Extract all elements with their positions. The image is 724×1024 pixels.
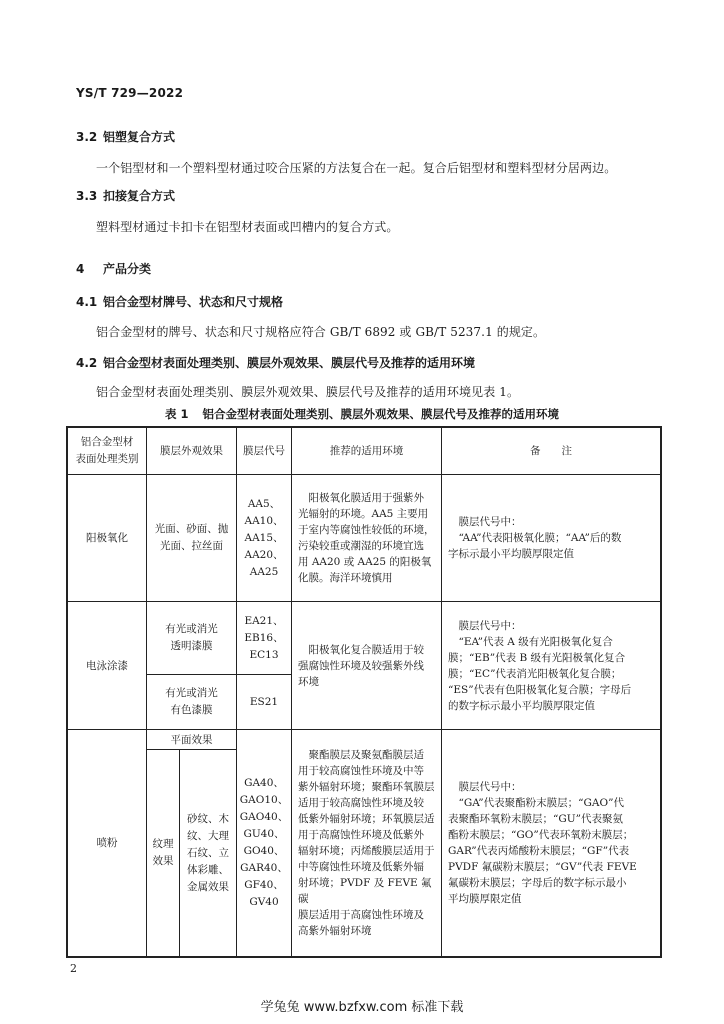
header-env: 推荐的适用环境 xyxy=(329,445,404,457)
electro-codes-transparent: EA21、 EB16、 EC13 xyxy=(244,614,284,661)
powder-remark: 膜层代号中： “GA”代表聚酯粉末膜层；“GAO”代 表聚酯环氧粉末膜层；“GU”代表聚氨 酯粉末膜层；“GO”代表环氧粉末膜层； GAR”代表丙烯酸粉末膜层；“GF”代表 PVDF 氟碳粉末膜层；“GV”代表 FEVE 氟碳粉末膜层；字母后的数字标示最小 平均膜厚限定值 xyxy=(448,781,637,905)
page-number: 2 xyxy=(70,962,77,975)
electro-code-colored: ES21 xyxy=(249,696,279,708)
electro-remark: 膜层代号中： “EA”代表 A 级有光阳极氧化复合 膜；“EB”代表 B 级有光阳极氧化复合 膜；“EC”代表消光阳极氧化复合膜； “ES”代表有色阳极氧化复合膜；字母后 的数字标示最小平均膜厚限定值 xyxy=(448,619,632,712)
electro-effect-transparent: 有光或消光 透明漆膜 xyxy=(165,623,218,652)
electro-category: 电泳涂漆 xyxy=(86,659,128,672)
section-3-3-text: 塑料型材通过卡扣卡在铝型材表面或凹槽内的复合方式。 xyxy=(96,220,399,234)
header-category: 铝合金型材 表面处理类别 xyxy=(75,436,139,465)
section-4-1-heading: 4.1 铝合金型材牌号、状态和尺寸规格 xyxy=(76,295,284,309)
powder-texture-types: 砂纹、木 纹、大理 石纹、立 体彩雕、 金属效果 xyxy=(187,812,229,893)
standard-number: YS/T 729—2022 xyxy=(76,86,184,100)
section-4-1-text: 铝合金型材的牌号、状态和尺寸规格应符合 GB/T 6892 或 GB/T 5237.1 的规定。 xyxy=(96,325,546,339)
powder-codes: GA40、 GAO10、 GAO40、 GU40、 GO40、 GAR40、 GF40、 GV40 xyxy=(239,777,289,908)
powder-texture-effect: 纹理 效果 xyxy=(152,838,174,867)
electro-effect-colored: 有光或消光 有色漆膜 xyxy=(165,687,218,716)
header-remark: 备 注 xyxy=(530,445,572,457)
section-3-3-heading: 3.3 扣接复合方式 xyxy=(76,189,176,203)
anodic-codes: AA5、 AA10、 AA15、 AA20、 AA25 xyxy=(244,497,284,578)
anodic-remark: 膜层代号中： “AA”代表阳极氧化膜；“AA”后的数 字标示最小平均膜厚限定值 xyxy=(448,516,622,560)
section-3-2-text: 一个铝型材和一个塑料型材通过咬合压紧的方法复合在一起。复合后铝型材和塑料型材分居两边。 xyxy=(96,161,617,175)
anodic-env: 阳极氧化膜适用于强紫外 光辐射的环境。AA5 主要用 于室内等腐蚀性较低的环境， 污染较重或潮湿的环境宜选 用 AA20 或 AA25 的阳极氧 化膜。海洋环境慎用 xyxy=(298,492,435,584)
anodic-category: 阳极氧化 xyxy=(86,532,128,544)
powder-env: 聚酯膜层及聚氨酯膜层适 用于较高腐蚀性环境及中等 紫外辐射环境；聚酯环氧膜层 适用于较高腐蚀性环境及较 低紫外辐射环境；环氧膜层适 用于高腐蚀性环境及低紫外 辐射环境；丙烯酸膜层适用于 中等腐蚀性环境及低紫外辐 射环境；PVDF 及 FEVE 氟碳 膜层适用于高腐蚀性环境及 高紫外辐射环境 xyxy=(298,749,435,937)
section-4-2-heading: 4.2 铝合金型材表面处理类别、膜层外观效果、膜层代号及推荐的适用环境 xyxy=(76,356,476,370)
footer-watermark: 学兔兔 www.bzfxw.com 标准下载 xyxy=(260,1000,464,1015)
electro-env: 阳极氧化复合膜适用于较 强腐蚀性环境及较强紫外线 环境 xyxy=(298,643,424,688)
powder-flat-effect: 平面效果 xyxy=(170,733,213,746)
table-caption: 表 1 铝合金型材表面处理类别、膜层外观效果、膜层代号及推荐的适用环境 xyxy=(164,407,559,421)
anodic-effect: 光面、砂面、抛 光面、拉丝面 xyxy=(154,523,229,552)
header-code: 膜层代号 xyxy=(243,445,285,457)
section-4-heading: 4 产品分类 xyxy=(76,262,152,276)
section-4-2-text: 铝合金型材表面处理类别、膜层外观效果、膜层代号及推荐的适用环境见表 1。 xyxy=(96,385,520,399)
header-effect: 膜层外观效果 xyxy=(160,445,223,457)
powder-category: 喷粉 xyxy=(96,837,118,849)
section-3-2-heading: 3.2 铝塑复合方式 xyxy=(76,130,176,144)
classification-table xyxy=(66,426,662,958)
